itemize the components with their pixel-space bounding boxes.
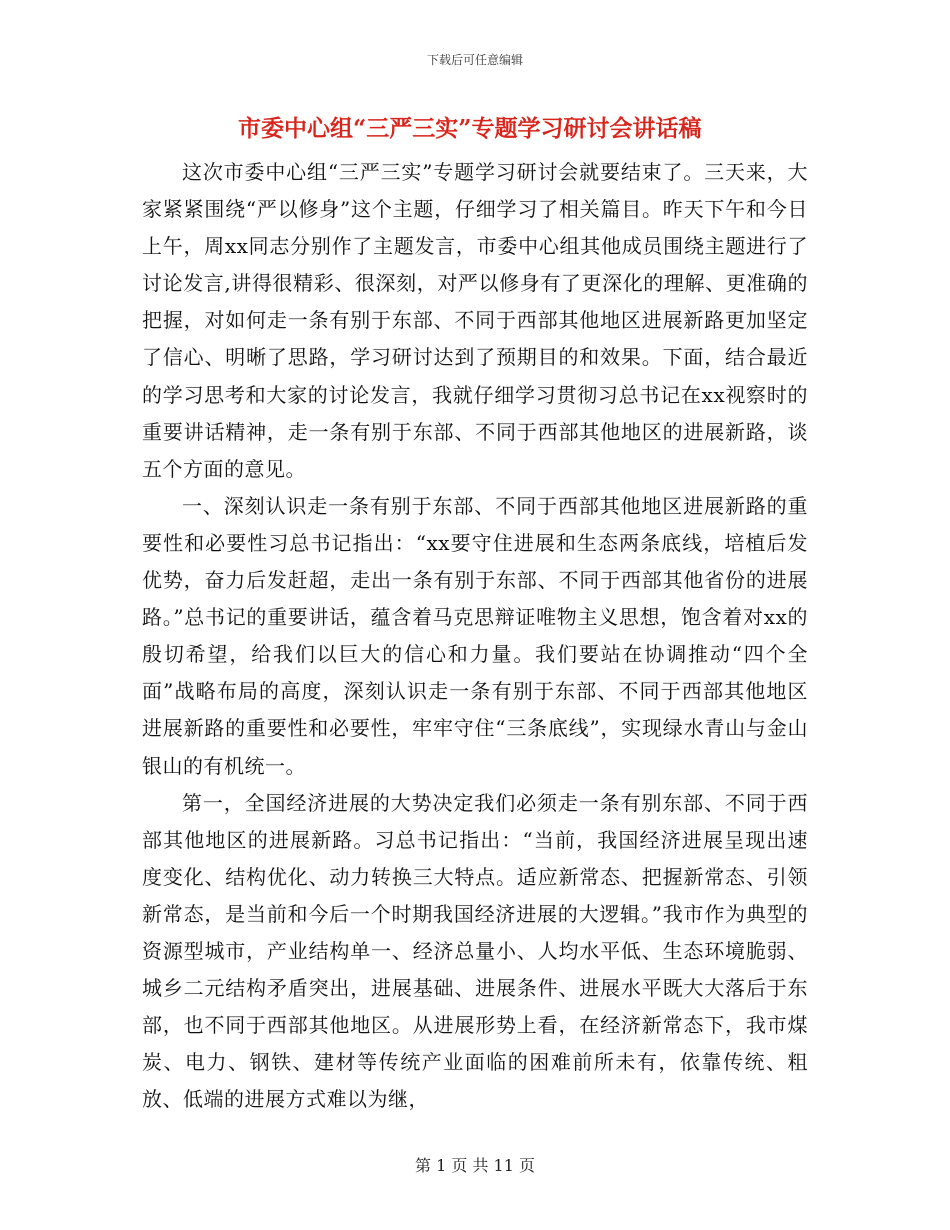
paragraph-section-one: 一、深刻认识走一条有别于东部、不同于西部其他地区进展新路的重要性和必要性习总书记指出：“xx要守住进展和生态两条底线，培植后发优势，奋力后发赶超，走出一条有别于东部、不同于西部其他省份的进展路。”总书记的重要讲话，蕴含着马克思辩证唯物主义思想，饱含着对xx的殷切希望，给我们以巨大的信心和力量。我们要站在协调推动“四个全面”战略布局的高度，深刻认识走一条有别于东部、不同于西部其他地区进展新路的重要性和必要性，牢牢守住“三条底线”，实现绿水青山与金山银山的有机统一。 [142,493,808,778]
document-body [142,154,808,1118]
paragraph-point-one: 第一，全国经济进展的大势决定我们必须走一条有别东部、不同于西部其他地区的进展新路。习总书记指出：“当前，我国经济进展呈现出速度变化、结构优化、动力转换三大特点。适应新常态、把握新常态、引领新常态，是当前和今后一个时期我国经济进展的大逻辑。”我市作为典型的资源型城市，产业结构单一、经济总量小、人均水平低、生态环境脆弱、城乡二元结构矛盾突出，进展基础、进展条件、进展水平既大大落后于东部，也不同于西部其他地区。从进展形势上看，在经济新常态下，我市煤炭、电力、钢铁、建材等传统产业面临的困难前所未有，依靠传统、粗放、低端的进展方式难以为继， [142,790,808,1112]
page-footer-number: 第 1 页 共 11 页 [415,1156,535,1175]
paragraph-intro: 这次市委中心组“三严三实”专题学习研讨会就要结束了。三天来，大家紧紧围绕“严以修身”这个主题，仔细学习了相关篇目。昨天下午和今日上午，周xx同志分别作了主题发言，市委中心组其他成员围绕主题进行了讨论发言,讲得很精彩、很深刻，对严以修身有了更深化的理解、更准确的把握，对如何走一条有别于东部、不同于西部其他地区进展新路更加坚定了信心、明晰了思路，学习研讨达到了预期目的和效果。下面，结合最近的学习思考和大家的讨论发言，我就仔细学习贯彻习总书记在xx视察时的重要讲话精神，走一条有别于东部、不同于西部其他地区的进展新路，谈五个方面的意见。 [142,160,808,481]
page-header-note: 下载后可任意编辑 [426,53,523,67]
document-title: 市委中心组“三严三实”专题学习研讨会讲话稿 [238,115,702,142]
